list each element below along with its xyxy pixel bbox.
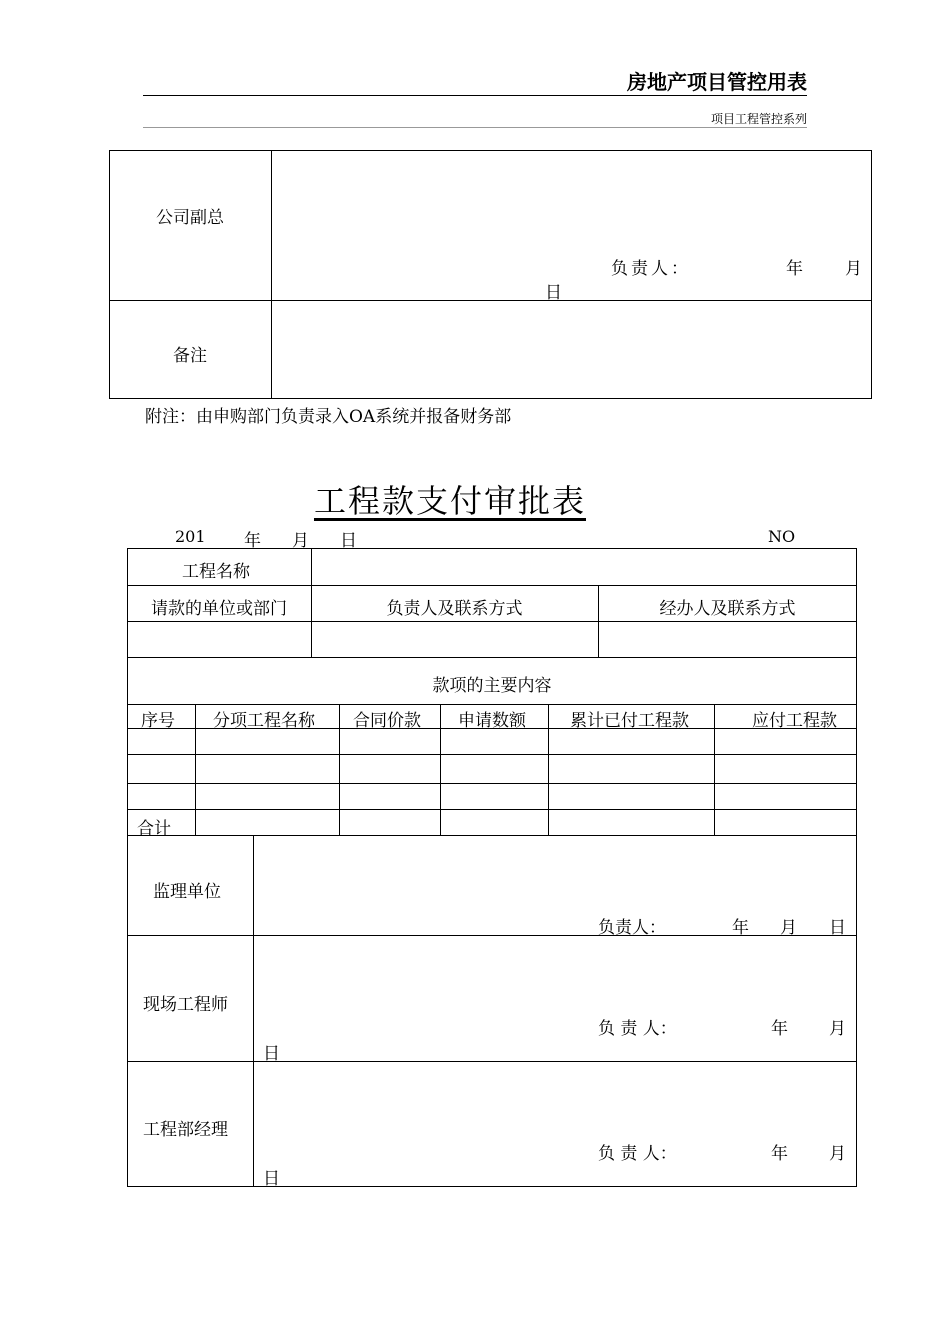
contact-label: 负责人及联系方式 — [386, 599, 523, 619]
column-header: 合同价款 — [353, 711, 421, 731]
supervision-year-label: 年 — [732, 918, 749, 938]
column-header: 申请数额 — [458, 711, 526, 731]
form-title-text: 工程款支付审批表 — [313, 482, 586, 520]
table-divider — [195, 704, 196, 835]
table-divider — [109, 300, 872, 301]
table-divider — [714, 704, 715, 835]
table-divider — [127, 809, 857, 810]
date-day-label: 日 — [340, 531, 357, 551]
doc-header-title: 房地产项目管控用表 — [627, 70, 807, 94]
site-engineer-year-label: 年 — [771, 1019, 788, 1039]
vp-month-label: 月 — [845, 259, 862, 279]
dept-manager-year-label: 年 — [771, 1144, 788, 1164]
dept-manager-signer-label: 负 责 人： — [598, 1144, 677, 1164]
table-divider — [127, 835, 857, 836]
site-engineer-day-label: 日 — [263, 1044, 280, 1064]
column-header: 序号 — [141, 711, 175, 731]
handler-label: 经办人及联系方式 — [659, 599, 796, 619]
table-divider — [253, 835, 254, 1187]
footnote: 附注：由申购部门负责录入OA系统并报备财务部 — [145, 407, 512, 427]
supervision-day-label: 日 — [829, 918, 846, 938]
table-divider — [127, 657, 857, 658]
table-divider — [127, 1061, 857, 1062]
total-label: 合计 — [137, 819, 171, 839]
header-divider-thin — [143, 127, 807, 128]
table-divider — [548, 704, 549, 835]
vp-year-label: 年 — [786, 259, 803, 279]
table-divider — [127, 704, 857, 705]
form-number-label: NO — [768, 527, 796, 546]
table-divider — [127, 621, 857, 622]
table-divider — [440, 704, 441, 835]
remark-label: 备注 — [173, 346, 207, 366]
date-prefix: 201 — [175, 527, 206, 546]
project-name-label: 工程名称 — [182, 562, 250, 582]
supervision-label: 监理单位 — [153, 882, 221, 902]
form-title — [0, 476, 900, 522]
table-divider — [271, 150, 272, 399]
column-header: 累计已付工程款 — [570, 711, 689, 731]
date-month-label: 月 — [292, 531, 309, 551]
column-header: 应付工程款 — [752, 711, 837, 731]
dept-manager-day-label: 日 — [263, 1169, 280, 1189]
date-year-label: 年 — [244, 531, 261, 551]
vp-signer-label: 负责人： — [611, 259, 691, 279]
dept-manager-month-label: 月 — [829, 1144, 846, 1164]
table-divider — [339, 704, 340, 835]
table-divider — [127, 754, 857, 755]
doc-header-subtitle: 项目工程管控系列 — [710, 112, 807, 126]
site-engineer-signer-label: 负 责 人： — [598, 1019, 677, 1039]
site-engineer-month-label: 月 — [829, 1019, 846, 1039]
content-label: 款项的主要内容 — [432, 676, 552, 696]
payment-approval-table — [127, 548, 857, 1187]
table-divider — [127, 585, 857, 586]
column-header: 分项工程名称 — [213, 711, 315, 731]
unit-label: 请款的单位或部门 — [151, 599, 287, 619]
supervision-month-label: 月 — [780, 918, 797, 938]
site-engineer-label: 现场工程师 — [143, 995, 228, 1015]
vp-day-label: 日 — [545, 283, 562, 303]
dept-manager-label: 工程部经理 — [143, 1120, 228, 1140]
supervision-signer-label: 负责人： — [598, 918, 666, 938]
table-divider — [127, 783, 857, 784]
vp-label: 公司副总 — [156, 208, 224, 228]
header-divider — [143, 95, 807, 96]
